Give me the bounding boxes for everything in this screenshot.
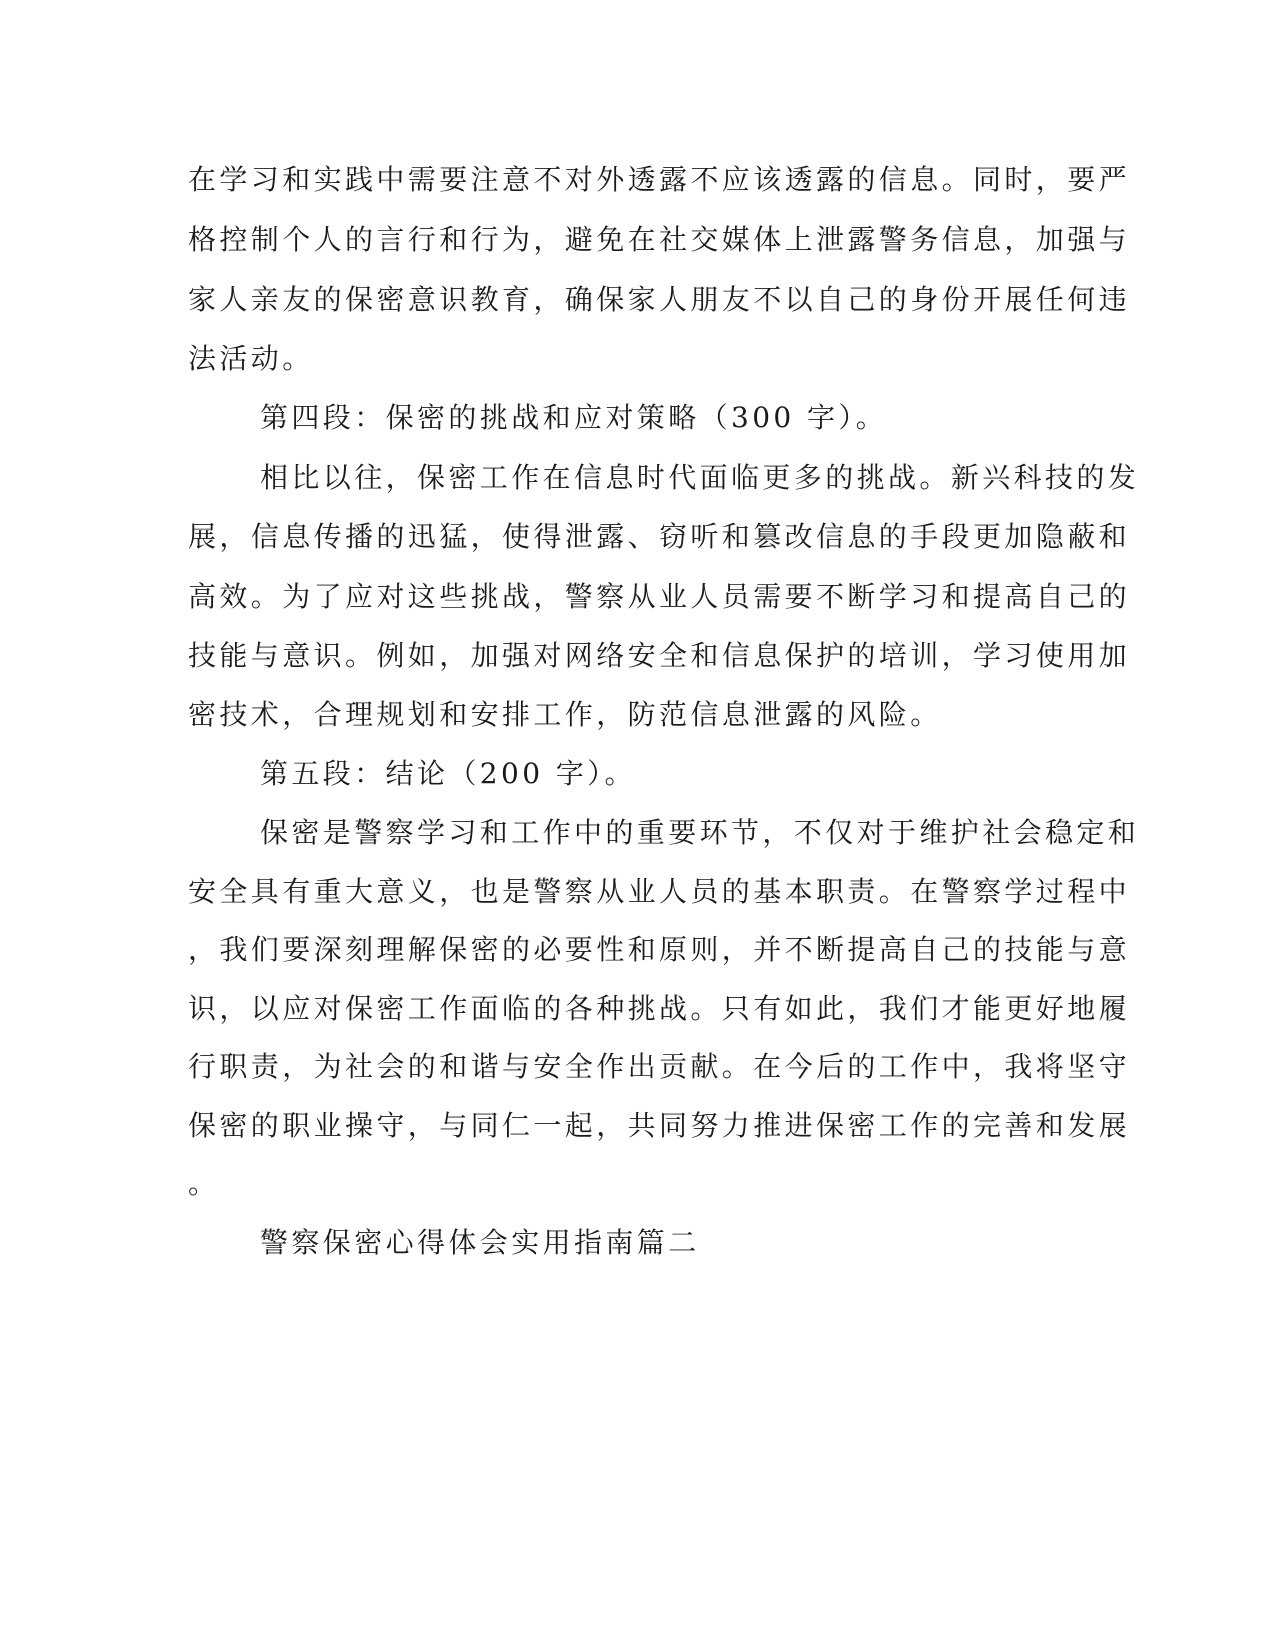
text-line: 保密的职业操守，与同仁一起，共同努力推进保密工作的完善和发展	[188, 1109, 1131, 1142]
text-line: 高效。为了应对这些挑战，警察从业人员需要不断学习和提高自己的	[188, 580, 1131, 613]
text-line: 行职责，为社会的和谐与安全作出贡献。在今后的工作中，我将坚守	[188, 1050, 1131, 1083]
text-line: 安全具有重大意义，也是警察从业人员的基本职责。在警察学过程中	[188, 875, 1131, 908]
section-title: 警察保密心得体会实用指南篇二	[260, 1226, 700, 1259]
text-line: 相比以往，保密工作在信息时代面临更多的挑战。新兴科技的发	[260, 461, 1140, 494]
text-line: 在学习和实践中需要注意不对外透露不应该透露的信息。同时，要严	[188, 163, 1131, 196]
text-line: 格控制个人的言行和行为，避免在社交媒体上泄露警务信息，加强与	[188, 223, 1131, 256]
text-line: 法活动。	[188, 342, 314, 375]
text-line: 技能与意识。例如，加强对网络安全和信息保护的培训，学习使用加	[188, 639, 1131, 672]
section-heading-5: 第五段：结论（200 字）。	[260, 757, 636, 790]
text-line: 保密是警察学习和工作中的重要环节，不仅对于维护社会稳定和	[260, 816, 1140, 849]
text-line: 家人亲友的保密意识教育，确保家人朋友不以自己的身份开展任何违	[188, 283, 1131, 316]
section-heading-4: 第四段：保密的挑战和应对策略（300 字）。	[260, 401, 888, 434]
text-line: 识，以应对保密工作面临的各种挑战。只有如此，我们才能更好地履	[188, 992, 1131, 1025]
text-line: ，我们要深刻理解保密的必要性和原则，并不断提高自己的技能与意	[188, 933, 1131, 966]
text-line: 。	[188, 1167, 220, 1200]
text-line: 密技术，合理规划和安排工作，防范信息泄露的风险。	[188, 698, 942, 731]
text-line: 展，信息传播的迅猛，使得泄露、窃听和篡改信息的手段更加隐蔽和	[188, 520, 1131, 553]
